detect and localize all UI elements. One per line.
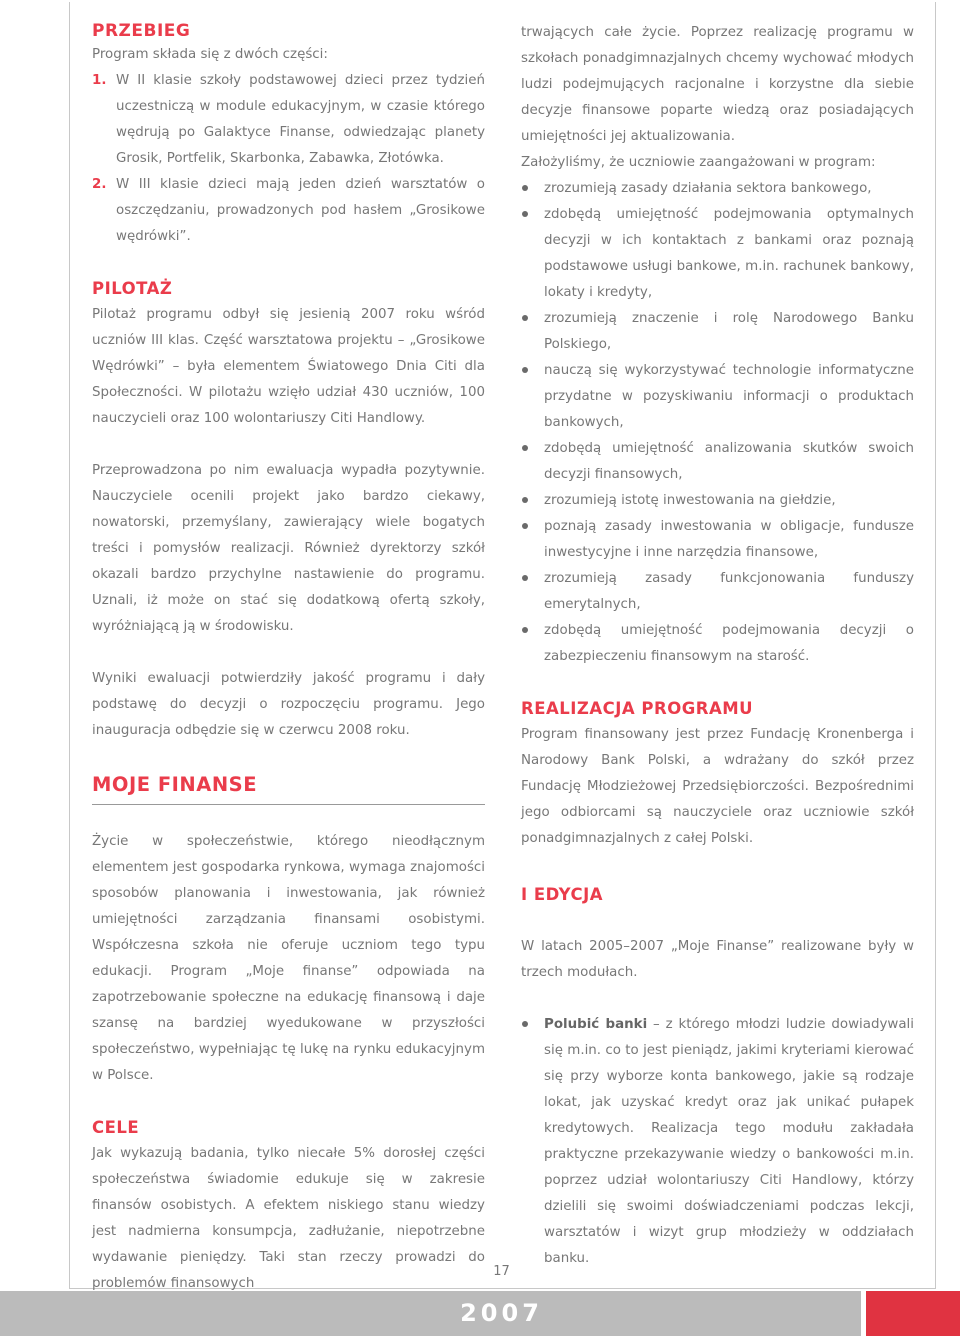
cele-list — [521, 176, 914, 670]
list-item: nauczą się wykorzystywać technologie informatyczne przydatne w pozyskiwaniu informacji o produktach bankowych, — [521, 358, 914, 436]
left-column — [92, 20, 485, 1297]
realizacja-paragraph: Program finansowany jest przez Fundację Kronenberga i Narodowy Bank Polski, a wdrażany do szkół przez Fundację Młodzieżowej Przedsiębiorczości. Bezpośrednimi jego odbiorcami są nauczyciele oraz uczniowie szkół ponadgimnazjalnych z całej Polski. — [521, 727, 914, 846]
przebieg-item-text: W III klasie dzieci mają jeden dzień warsztatów o oszczędzaniu, prowadzonych pod hasłem „Grosikowe wędrówki”. — [116, 177, 485, 244]
list-item — [521, 1012, 914, 1272]
cele-paragraph-continued: trwających całe życie. Poprzez realizację programu w szkołach ponadgimnazjalnych chcemy wychować młodych ludzi podejmujących racjonalne i korzystne dla siebie decyzje finansowe poparte wiedzą oraz posiadających umiejętności jej aktualizowania. — [521, 25, 914, 144]
list-item: zdobędą umiejętność podejmowania optymalnych decyzji w ich kontaktach z bankami oraz poznają podstawowe usługi bankowe, m.in. rachunek bankowy, lokaty i kredyty, — [521, 202, 914, 306]
przebieg-item — [92, 172, 485, 250]
cele-paragraph: Jak wykazują badania, tylko niecałe 5% dorosłej części społeczeństwa świadomie edukuje się w zakresie finansów osobistych. A efektem niskiego stanu wiedzy jest nadmierna konsumpcja, zadłużanie, niepotrzebne wydawanie pieniędzy. Taki stan rzeczy prowadzi do problemów finansowych — [92, 1146, 485, 1291]
list-item: zdobędą umiejętność analizowania skutków swoich decyzji finansowych, — [521, 436, 914, 488]
page-number: 17 — [493, 1264, 510, 1279]
przebieg-item-number: 2. — [92, 177, 107, 192]
realizacja-heading: REALIZACJA PROGRAMU — [521, 699, 754, 718]
footer-year: 2007 — [460, 1299, 543, 1327]
pilotaz-paragraph: Pilotaż programu odbył się jesienią 2007 roku wśród uczniów III klas. Część warsztatowa projektu – „Grosikowe Wędrówki” – była elementem Światowego Dnia Citi dla Społeczności. W pilotażu wzięło udział 430 uczniów, 100 nauczycieli oraz 100 wolontariuszy Citi Handlowy. — [92, 307, 485, 426]
pilotaz-heading: PILOTAŻ — [92, 279, 173, 298]
przebieg-intro: Program składa się z dwóch części: — [92, 47, 328, 62]
cele-heading: CELE — [92, 1118, 140, 1137]
przebieg-heading: PRZEBIEG — [92, 21, 191, 41]
przebieg-item-text: W II klasie szkoły podstawowej dzieci przez tydzień uczestniczą w module edukacyjnym, w czasie którego wędrują po Galaktyce Finanse, odwiedzając planety Grosik, Portfelik, Skarbonka, Zabawka, Złotówka. — [116, 73, 485, 166]
cele-list-intro: Założyliśmy, że uczniowie zaangażowani w program: — [521, 155, 876, 170]
list-item: zrozumieją zasady działania sektora bankowego, — [521, 176, 914, 202]
list-item: zrozumieją znaczenie i rolę Narodowego Banku Polskiego, — [521, 306, 914, 358]
moje-finanse-paragraph: Życie w społeczeństwie, którego nieodłącznym elementem jest gospodarka rynkowa, wymaga znajomości sposobów planowania i inwestowania, jak również umiejętności zarządzania finansami osobistymi. Współczesna szkoła nie oferuje uczniom tego typu edukacji. Program „Moje finanse” odpowiada na zapotrzebowanie społeczne na edukację finansową i daje szansę na bardziej wyedukowane w przyszłości społeczeństwo, wypełniając tę lukę na rynku edukacyjnym w Polsce. — [92, 834, 485, 1083]
list-item: zdobędą umiejętność podejmowania decyzji o zabezpieczeniu finansowym na starość. — [521, 618, 914, 670]
module-name: Polubić banki — [544, 1017, 648, 1032]
edycja-paragraph: W latach 2005–2007 „Moje Finanse” realizowane były w trzech modułach. — [521, 939, 914, 980]
list-item: zrozumieją istotę inwestowania na giełdzie, — [521, 488, 914, 514]
przebieg-item-number: 1. — [92, 73, 107, 88]
edycja-heading: I EDYCJA — [521, 885, 604, 904]
moje-finanse-heading: MOJE FINANSE — [92, 770, 485, 805]
przebieg-list — [92, 68, 485, 250]
right-column — [521, 20, 914, 1272]
edycja-list — [521, 1012, 914, 1272]
module-description: – z którego młodzi ludzie dowiadywali się m.in. co to jest pieniądz, jakimi kryteriami kierować się przy wyborze konta bankowego, jakie są rodzaje lokat, jak uzyskać kredyt oraz jak unikać pułapek kredytowych. Realizacja tego modułu zakładała praktyczne przekazywanie wiedzy o bankowości m.in. poprzez udział wolontariuszy Citi Handlowy, którzy dzielili się swoimi doświadczeniami podczas lekcji, warsztatów i wizyt grup młodzieży w oddziałach banku. — [544, 1017, 914, 1266]
list-item: poznają zasady inwestowania w obligacje, fundusze inwestycyjne i inne narzędzia finansowe, — [521, 514, 914, 566]
pilotaz-paragraph: Wyniki ewaluacji potwierdziły jakość programu i dały podstawę do decyzji o rozpoczęciu programu. Jego inauguracja odbędzie się w czerwcu 2008 roku. — [92, 671, 485, 738]
przebieg-item — [92, 68, 485, 172]
pilotaz-paragraph: Przeprowadzona po nim ewaluacja wypadła pozytywnie. Nauczyciele ocenili projekt jako bardzo ciekawy, nowatorski, przemyślany, zawierający wiele bogatych treści i pomysłów realizacji. Również dyrektorzy szkół okazali bardzo przychylne nastawienie do programu. Uznali, iż może on stać się dodatkową ofertą szkoły, wyróżniającą ją w środowisku. — [92, 463, 485, 634]
list-item: zrozumieją zasady funkcjonowania funduszy emerytalnych, — [521, 566, 914, 618]
